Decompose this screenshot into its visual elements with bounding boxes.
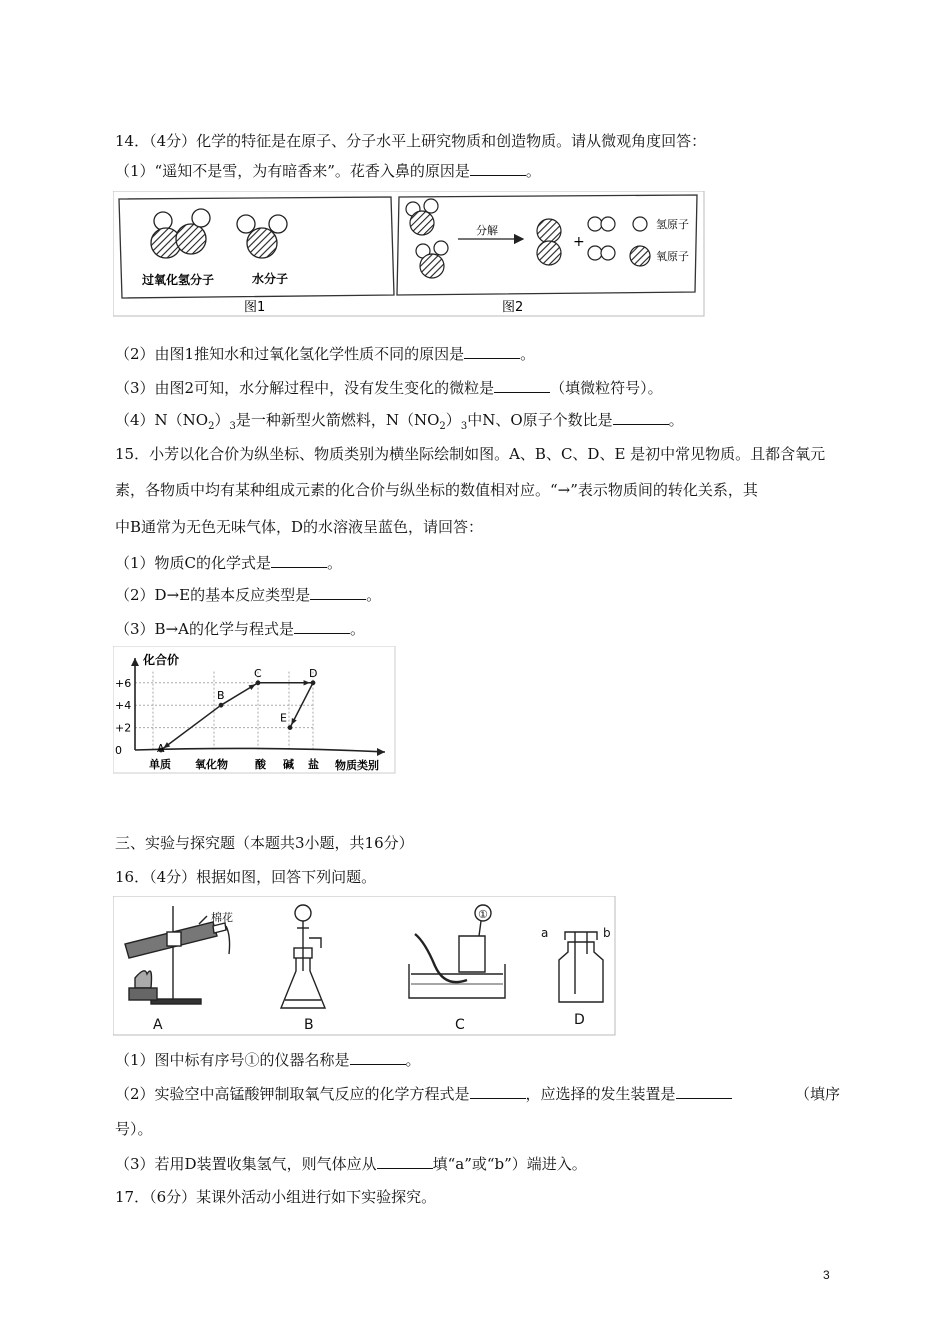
- answer-blank[interactable]: [470, 1084, 526, 1099]
- answer-blank[interactable]: [294, 619, 350, 634]
- q17-title: 17．（6分）某课外活动小组进行如下实验探究。: [115, 1188, 437, 1206]
- q16-sub2-text-b: ，应选择的发生装置是: [525, 1085, 676, 1103]
- q14-sub2: [115, 344, 535, 364]
- answer-blank[interactable]: [271, 553, 327, 568]
- q15-sub1-end: 。: [327, 554, 343, 572]
- q14-sub4-text-d: ）: [445, 411, 461, 429]
- chart-marks: [159, 680, 316, 752]
- chart-labels: [115, 652, 379, 772]
- point-label-C: C: [254, 666, 262, 680]
- q14-sub3-text: （3）由图2可知，水分解过程中，没有发生变化的微粒是: [115, 379, 495, 397]
- q16-sub1: [115, 1050, 421, 1070]
- q15-sub2-text: （2）D→E的基本反应类型是: [115, 586, 311, 604]
- q14-sub3: [115, 378, 663, 398]
- subscript: 3: [460, 421, 468, 432]
- q14-sub1-text: （1）“遥知不是雪，为有暗香来”。花香入鼻的原因是: [115, 162, 470, 180]
- answer-blank[interactable]: [613, 410, 669, 425]
- q14-sub4-text-a: （4）N（NO: [115, 411, 209, 429]
- q16-sub3: [115, 1154, 587, 1174]
- label-d: D: [574, 1012, 585, 1028]
- q14-sub4-text-c: 是一种新型火箭燃料，N（NO: [235, 411, 440, 429]
- x-axis-label: 物质类别: [335, 759, 379, 772]
- subscript: 2: [208, 421, 215, 432]
- o-atom-legend-icon: [630, 246, 650, 266]
- q15-line1: 15．小芳以化合价为纵坐标、物质类别为横坐际绘制如图。A、B、C、D、E 是初中常见物质。且都含氧元: [115, 445, 826, 463]
- answer-blank[interactable]: [350, 1050, 406, 1065]
- y-axis-label: 化合价: [143, 653, 180, 667]
- apparatus-c: [409, 905, 505, 1033]
- y-tick-label: +4: [115, 699, 132, 713]
- q14-sub4: [115, 410, 684, 437]
- label-b: B: [304, 1017, 314, 1033]
- figure-2-caption: 图2: [502, 300, 524, 315]
- q16-sub2: [115, 1084, 840, 1104]
- section-3-title: 三、实验与探究题（本题共3小题，共16分）: [115, 834, 414, 852]
- q16-sub3-text: （3）若用D装置收集氢气，则气体应从: [115, 1155, 377, 1173]
- h-atom-legend: 氢原子: [656, 218, 689, 231]
- q16-title: 16．（4分）根据如图，回答下列问题。: [115, 868, 377, 886]
- valence-chart: [113, 646, 396, 774]
- q15-sub3-text: （3）B→A的化学与程式是: [115, 620, 294, 638]
- page-number: 3: [823, 1268, 830, 1282]
- q15-sub2: [115, 585, 381, 605]
- q15-sub1: [115, 553, 342, 573]
- x-axis: [135, 748, 385, 752]
- q14-sub4-text-b: ）: [214, 411, 230, 429]
- q14-sub4-end: 。: [668, 411, 684, 429]
- q15-sub1-text: （1）物质C的化学式是: [115, 554, 272, 572]
- x-tick-label: 氧化物: [195, 758, 228, 771]
- x-tick-label: 碱: [283, 758, 294, 771]
- water-molecule: [237, 215, 287, 258]
- q14-sub3-end: （填微粒符号）。: [550, 379, 663, 397]
- q14-sub2-text: （2）由图1推知水和过氧化氢化学性质不同的原因是: [115, 345, 465, 363]
- answer-blank[interactable]: [470, 161, 526, 176]
- circle-1-label: ①: [478, 908, 488, 921]
- q16-sub2-cont: 号）。: [115, 1120, 153, 1138]
- figure-1: [119, 197, 394, 315]
- y-axis-arrow: [131, 658, 139, 666]
- q15-sub3: [115, 619, 365, 639]
- answer-blank[interactable]: [310, 585, 366, 600]
- q15-sub2-end: 。: [366, 586, 382, 604]
- h-atom-legend-icon: [633, 217, 647, 231]
- q14-sub4-text-e: 中N、O原子个数比是: [467, 411, 613, 429]
- cotton-label: 棉花: [211, 911, 233, 924]
- answer-blank[interactable]: [377, 1154, 433, 1169]
- q14-sub1: [115, 161, 541, 181]
- plus-sign: +: [573, 234, 585, 250]
- q16-sub1-end: 。: [405, 1051, 421, 1069]
- x-tick-label: 盐: [308, 758, 319, 771]
- x-axis-arrow: [377, 748, 385, 756]
- q15-line2: 素，各物质中均有某种组成元素的化合价与纵坐标的数值相对应。“→”表示物质间的转化关系，其: [115, 481, 758, 499]
- o-atom-legend: 氧原子: [656, 250, 689, 263]
- answer-blank[interactable]: [494, 378, 550, 393]
- point-label-B: B: [217, 689, 225, 703]
- figure-1-caption: 图1: [244, 300, 266, 315]
- subscript: 2: [439, 421, 446, 432]
- figure-2: [397, 195, 697, 315]
- q14-sub1-end: 。: [525, 162, 541, 180]
- q15-line3: 中B通常为无色无味气体，D的水溶液呈蓝色，请回答：: [115, 518, 484, 536]
- apparatus-figure: [113, 896, 616, 1036]
- q16-sub2-text-c: （填序: [794, 1085, 840, 1103]
- label-c: C: [455, 1017, 465, 1033]
- answer-blank[interactable]: [676, 1084, 732, 1099]
- q16-sub1-text: （1）图中标有序号①的仪器名称是: [115, 1051, 350, 1069]
- subscript: 3: [229, 421, 236, 432]
- q15-sub3-end: 。: [349, 620, 365, 638]
- answer-blank[interactable]: [464, 344, 520, 359]
- apparatus-d: [541, 926, 611, 1028]
- port-a-label: a: [541, 926, 549, 940]
- x-tick-label: 单质: [149, 758, 171, 771]
- molecule-figures: [113, 191, 705, 317]
- h2o2-molecule: [151, 209, 210, 258]
- point-label-E: E: [280, 711, 287, 725]
- water-label: 水分子: [252, 272, 289, 286]
- apparatus-a: [125, 906, 233, 1033]
- port-b-label: b: [603, 926, 611, 940]
- h2o2-label: 过氧化氢分子: [142, 273, 215, 287]
- arrowhead-C-D: [304, 680, 310, 685]
- label-a: A: [153, 1017, 163, 1033]
- q16-sub3-end: 填“a”或“b”）端进入。: [432, 1155, 587, 1173]
- y-tick-label: +2: [115, 721, 132, 735]
- q14-sub2-end: 。: [520, 345, 536, 363]
- y-tick-label: +6: [115, 676, 132, 690]
- q14-title: 14．（4分）化学的特征是在原子、分子水平上研究物质和创造物质。请从微观角度回答：: [115, 132, 707, 150]
- apparatus-b: [281, 905, 325, 1033]
- y-tick-label: 0: [115, 744, 122, 757]
- point-label-D: D: [309, 666, 318, 680]
- x-tick-label: 酸: [255, 758, 266, 771]
- point-label-A: A: [157, 742, 165, 755]
- q16-sub2-text: （2）实验空中高锰酸钾制取氧气反应的化学方程式是: [115, 1085, 470, 1103]
- decompose-label: 分解: [476, 224, 498, 237]
